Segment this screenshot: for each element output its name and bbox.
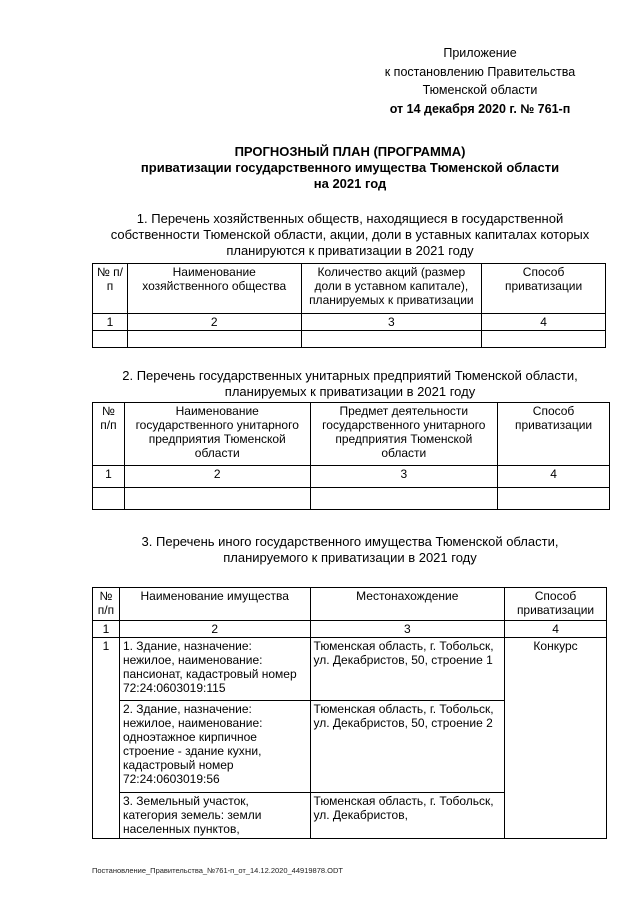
section-3-title-line-2: планируемого к приватизации в 2021 году <box>223 550 477 565</box>
s1-header-name: Наименование хозяйственного общества <box>127 264 301 314</box>
section-2-title-line-2: планируемых к приватизации в 2021 году <box>224 384 476 399</box>
s2-empty-cell <box>498 488 610 510</box>
section-1-table <box>92 263 606 348</box>
s3-item-2-location: Тюменская область, г. Тобольск, ул. Декабристов, 50, строение 2 <box>310 701 505 793</box>
s3-header-name: Наименование имущества <box>119 588 310 621</box>
s1-colnum-4: 4 <box>482 314 606 331</box>
s3-item-2-name: 2. Здание, назначение: нежилое, наименование: одноэтажное кирпичное строение - здание кухни, кадастровый номер 72:24:0603019:56 <box>119 701 310 793</box>
section-1-title-line-3: планируются к приватизации в 2021 году <box>226 243 474 258</box>
s3-colnum-2: 2 <box>119 621 310 638</box>
s3-header-method: Способ приватизации <box>505 588 607 621</box>
s1-empty-cell <box>482 331 606 348</box>
section-3-title <box>60 534 640 566</box>
s3-item-1-location: Тюменская область, г. Тобольск, ул. Декабристов, 50, строение 1 <box>310 638 505 701</box>
s2-empty-cell <box>310 488 498 510</box>
s3-header-num: № п/п <box>93 588 120 621</box>
s2-header-num: № п/п <box>93 403 125 466</box>
s3-row-number: 1 <box>93 638 120 839</box>
s2-empty-cell <box>93 488 125 510</box>
s1-colnum-1: 1 <box>93 314 128 331</box>
plan-title-line-1: ПРОГНОЗНЫЙ ПЛАН (ПРОГРАММА) <box>234 144 466 159</box>
plan-title-line-3: на 2021 год <box>313 176 387 191</box>
s2-empty-cell <box>124 488 310 510</box>
s2-colnum-1: 1 <box>93 466 125 488</box>
s1-empty-cell <box>127 331 301 348</box>
section-3-table <box>92 587 607 839</box>
section-2-title-line-1: 2. Перечень государственных унитарных предприятий Тюменской области, <box>122 368 578 383</box>
appendix-header <box>330 44 630 118</box>
s1-header-method: Способ приватизации <box>482 264 606 314</box>
section-1-title <box>60 211 640 259</box>
appendix-date: от 14 декабря 2020 г. № 761-п <box>389 101 571 116</box>
appendix-ref: к постановлению Правительства <box>384 64 576 79</box>
s2-colnum-4: 4 <box>498 466 610 488</box>
s3-header-location: Местонахождение <box>310 588 505 621</box>
s3-colnum-1: 1 <box>93 621 120 638</box>
s3-item-3-location: Тюменская область, г. Тобольск, ул. Декабристов, <box>310 793 505 839</box>
plan-title-line-2: приватизации государственного имущества Тюменской области <box>140 160 560 175</box>
s2-header-name: Наименование государственного унитарного предприятия Тюменской области <box>124 403 310 466</box>
s1-colnum-3: 3 <box>301 314 482 331</box>
s1-colnum-2: 2 <box>127 314 301 331</box>
document-footer: Постановление_Правительства_№761-п_от_14.12.2020_44919878.ODT <box>92 866 343 875</box>
plan-title <box>60 144 640 192</box>
s1-header-num: № п/п <box>93 264 128 314</box>
s2-colnum-2: 2 <box>124 466 310 488</box>
section-2-title <box>60 368 640 400</box>
s3-colnum-3: 3 <box>310 621 505 638</box>
appendix-label: Приложение <box>443 46 517 60</box>
section-1-title-line-2: собственности Тюменской области, акции, доли в уставных капиталах которых <box>110 227 590 242</box>
s2-colnum-3: 3 <box>310 466 498 488</box>
section-1-title-line-1: 1. Перечень хозяйственных обществ, находящиеся в государственной <box>136 211 564 226</box>
s1-empty-cell <box>301 331 482 348</box>
s2-header-method: Способ приватизации <box>498 403 610 466</box>
section-2-table <box>92 402 610 510</box>
s3-item-1-name: 1. Здание, назначение: нежилое, наименование: пансионат, кадастровый номер 72:24:0603019:115 <box>119 638 310 701</box>
s3-colnum-4: 4 <box>505 621 607 638</box>
s3-method: Конкурс <box>505 638 607 839</box>
s2-header-activity: Предмет деятельности государственного унитарного предприятия Тюменской области <box>310 403 498 466</box>
s1-header-shares: Количество акций (размер доли в уставном капитале), планируемых к приватизации <box>301 264 482 314</box>
s1-empty-cell <box>93 331 128 348</box>
section-3-title-line-1: 3. Перечень иного государственного имущества Тюменской области, <box>141 534 559 549</box>
appendix-region: Тюменской области <box>422 83 538 97</box>
s3-item-3-name: 3. Земельный участок, категория земель: земли населенных пунктов, <box>119 793 310 839</box>
